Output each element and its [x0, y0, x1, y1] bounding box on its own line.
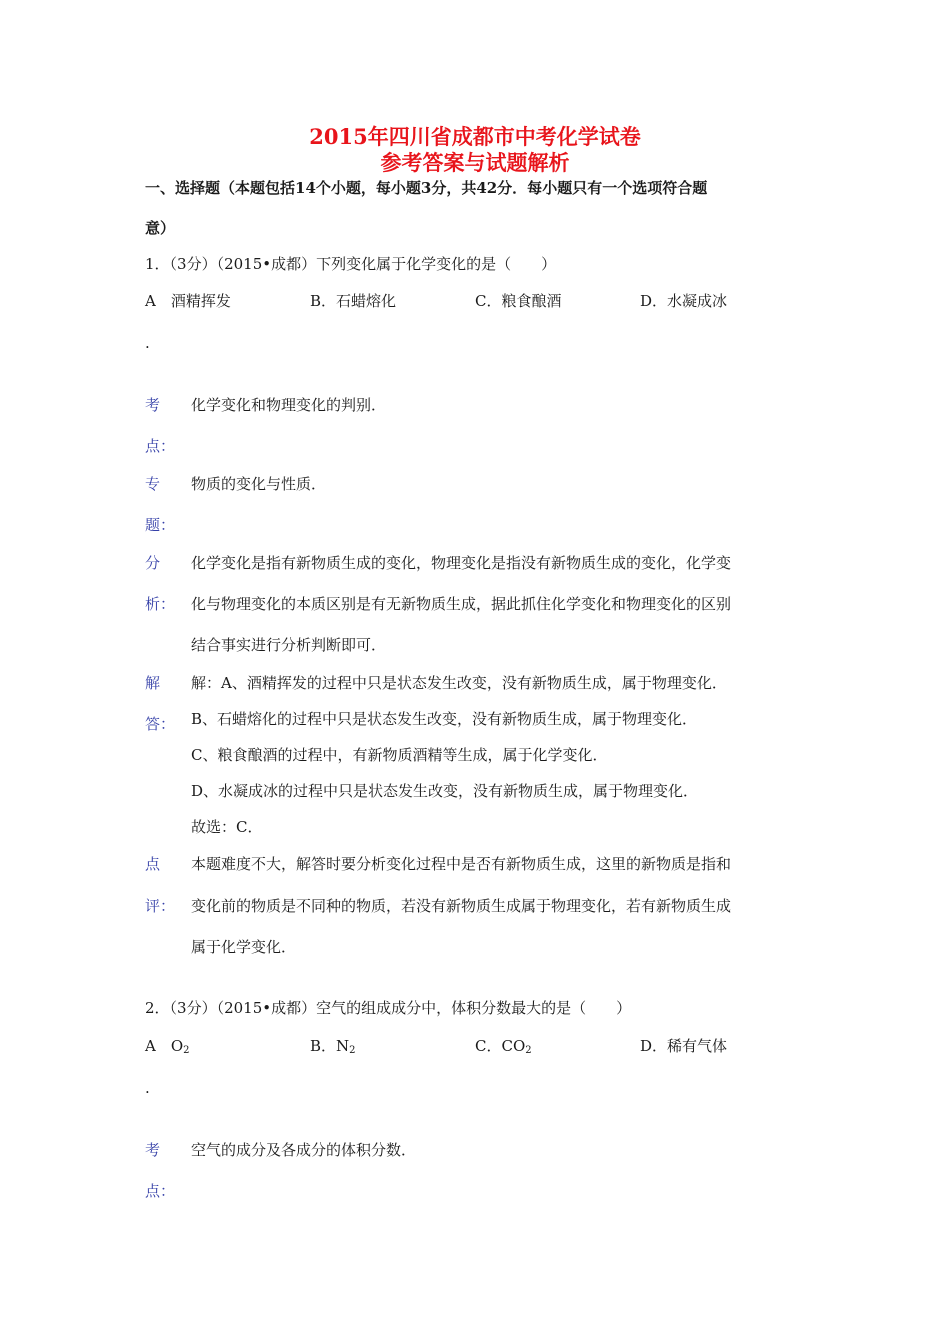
q1-fenxi-text-1: 化学变化是指有新物质生成的变化，物理变化是指没有新物质生成的变化，化学变: [191, 554, 732, 572]
q2-option-c: C．$CO_2$: [475, 1037, 532, 1056]
q1-fenxi-label-1: 分: [145, 554, 161, 572]
section-heading-line2: 意）: [145, 219, 176, 237]
q1-fenxi-text-3: 结合事实进行分析判断即可．: [191, 636, 387, 654]
document-subtitle: 参考答案与试题解析: [380, 150, 570, 175]
q1-option-b: B．石蜡熔化: [310, 292, 397, 310]
q1-options-dot: .: [145, 334, 150, 352]
q2-kaodian-label-1: 考: [145, 1141, 161, 1159]
q1-jieda-text-1: 解：A、酒精挥发的过程中只是状态发生改变，没有新物质生成，属于物理变化．: [191, 674, 727, 692]
q1-jieda-label-2: 答：: [145, 715, 176, 733]
q1-dianping-text-1: 本题难度不大，解答时要分析变化过程中是否有新物质生成，这里的新物质是指和: [191, 855, 732, 873]
q2-kaodian-text: 空气的成分及各成分的体积分数．: [191, 1141, 417, 1159]
q2-option-d: D．稀有气体: [640, 1037, 728, 1055]
q1-option-d: D．水凝成冰: [640, 292, 728, 310]
q1-dianping-label-2: 评：: [145, 897, 176, 915]
q1-jieda-text-5: 故选：C．: [191, 818, 263, 836]
q1-fenxi-text-2: 化与物理变化的本质区别是有无新物质生成，据此抓住化学变化和物理变化的区别: [191, 595, 732, 613]
q2-option-a: A $O_2$: [145, 1037, 190, 1056]
q1-zhuanti-text: 物质的变化与性质．: [191, 475, 327, 493]
q1-stem: 1．（3分）（2015•成都）下列变化属于化学变化的是（ ）: [145, 255, 557, 273]
q1-zhuanti-label-1: 专: [145, 475, 161, 493]
q1-jieda-text-3: C、粮食酿酒的过程中，有新物质酒精等生成，属于化学变化．: [191, 746, 608, 764]
q2-kaodian-label-2: 点：: [145, 1182, 176, 1200]
section-heading-line1: 一、选择题（本题包括14个小题，每小题3分，共42分．每小题只有一个选项符合题: [145, 179, 708, 197]
q1-option-a: A 酒精挥发: [145, 292, 231, 310]
q1-jieda-text-2: B、石蜡熔化的过程中只是状态发生改变，没有新物质生成，属于物理变化．: [191, 710, 698, 728]
q1-option-c: C．粮食酿酒: [475, 292, 562, 310]
q1-dianping-text-3: 属于化学变化．: [191, 938, 297, 956]
q1-jieda-label-1: 解: [145, 674, 161, 692]
q1-dianping-label-1: 点: [145, 855, 161, 873]
q1-fenxi-label-2: 析：: [145, 595, 176, 613]
q2-options-dot: .: [145, 1079, 150, 1097]
q1-dianping-text-2: 变化前的物质是不同种的物质，若没有新物质生成属于物理变化，若有新物质生成: [191, 897, 732, 915]
q1-jieda-text-4: D、水凝成冰的过程中只是状态发生改变，没有新物质生成，属于物理变化．: [191, 782, 699, 800]
document-title: 2015年四川省成都市中考化学试卷: [309, 124, 641, 149]
q2-option-b: B．$N_2$: [310, 1037, 356, 1056]
q1-kaodian-label-2: 点：: [145, 437, 176, 455]
q2-stem: 2．（3分）（2015•成都）空气的组成成分中，体积分数最大的是（ ）: [145, 999, 632, 1017]
q1-kaodian-text: 化学变化和物理变化的判别．: [191, 396, 387, 414]
q1-kaodian-label-1: 考: [145, 396, 161, 414]
q1-zhuanti-label-2: 题：: [145, 516, 176, 534]
